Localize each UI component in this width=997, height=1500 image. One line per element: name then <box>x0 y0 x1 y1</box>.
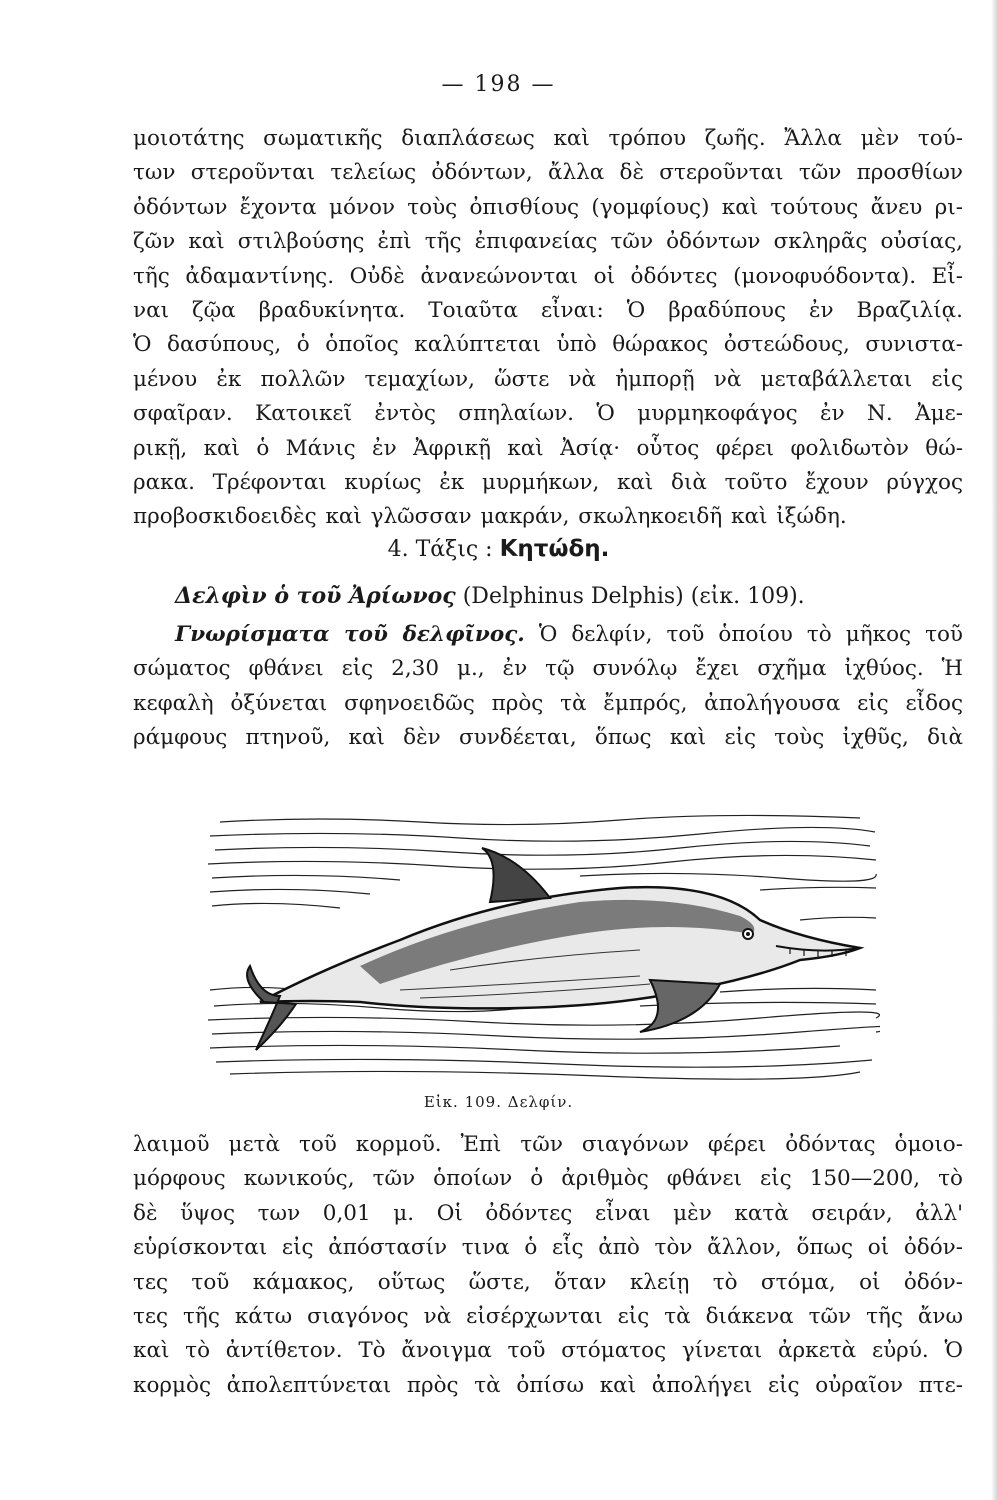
page-edge-shadow <box>991 0 997 1500</box>
text-line: σφαῖραν. Κατοικεῖ ἐντὸς σπηλαίων. Ὁ μυρμηκοφάγος ἐν Ν. Ἀμε- <box>133 401 963 427</box>
section-heading <box>0 536 997 562</box>
paragraph-description <box>133 618 963 756</box>
description-first-line: Ὁ δελφίν, τοῦ ὁποίου τὸ μῆκος τοῦ <box>538 622 964 647</box>
text-line: μόρφους κωνικούς, τῶν ὁποίων ὁ ἀριθμὸς φθάνει εἰς 150—200, τὸ <box>133 1166 963 1192</box>
text-line: προβοσκιδοειδὲς καὶ γλῶσσαν μακράν, σκωληκοειδῆ καὶ ἰξώδη. <box>133 504 847 530</box>
text-line: εὑρίσκονται εἰς ἀπόστασίν τινα ὁ εἷς ἀπὸ τὸν ἄλλον, ὅπως οἱ ὀδόν- <box>133 1235 963 1261</box>
text-line: σώματος φθάνει εἰς 2,30 μ., ἐν τῷ συνόλῳ ἔχει σχῆμα ἰχθύος. Ἡ <box>133 656 963 682</box>
text-line: ναι ζῷα βραδυκίνητα. Τοιαῦτα εἶναι: Ὁ βραδύπους ἐν Βραζιλίᾳ. <box>133 297 963 323</box>
text-line: τες τοῦ κάμακος, οὕτως ὥστε, ὅταν κλείῃ τὸ στόμα, οἱ ὀδόν- <box>133 1269 963 1295</box>
description-lead: Γνωρίσματα τοῦ δελφῖνος. <box>175 622 525 647</box>
text-line <box>133 618 963 652</box>
species-title <box>175 583 805 609</box>
text-line: λαιμοῦ μετὰ τοῦ κορμοῦ. Ἐπὶ τῶν σιαγόνων φέρει ὀδόντας ὁμοιο- <box>133 1132 963 1157</box>
paragraph-top <box>133 122 963 535</box>
section-number: 4. Τάξις : <box>387 537 493 562</box>
text-line: τες τῆς κάτω σιαγόνος νὰ εἰσέρχωνται εἰς τὰ διάκενα τῶν τῆς ἄνω <box>133 1303 963 1329</box>
text-line: κορμὸς ἀπολεπτύνεται πρὸς τὰ ὀπίσω καὶ ἀπολήγει εἰς οὐραῖον πτε- <box>133 1372 963 1398</box>
figure-caption: Εἰκ. 109. Δελφίν. <box>423 1093 574 1111</box>
text-line: τῆς ἀδαμαντίνης. Οὐδὲ ἀνανεώνονται οἱ ὀδόντες (μονοφυόδοντα). Εἶ- <box>133 263 963 289</box>
text-line: ρακα. Τρέφονται κυρίως ἐκ μυρμήκων, καὶ διὰ τοῦτο ἔχουν ρύγχος <box>133 469 963 495</box>
dolphin-engraving <box>200 770 880 1080</box>
text-line: μένου ἐκ πολλῶν τεμαχίων, ὥστε νὰ ἠμπορῇ νὰ μεταβάλλεται εἰς <box>133 366 963 392</box>
species-greek-name: Δελφὶν ὁ τοῦ Ἀρίωνος <box>175 583 456 609</box>
text-line: ζῶν καὶ στιλβούσης ἐπὶ τῆς ἐπιφανείας τῶν ὀδόντων σκληρᾶς οὐσίας, <box>133 229 963 255</box>
dolphin-figure <box>200 770 880 1080</box>
text-line: των στεροῦνται τελείως ὀδόντων, ἄλλα δὲ στεροῦνται τῶν προσθίων <box>133 160 963 186</box>
text-line: μοιοτάτης σωματικῆς διαπλάσεως καὶ τρόπου ζωῆς. Ἄλλα μὲν τού- <box>133 126 963 151</box>
text-line: ὀδόντων ἔχοντα μόνον τοὺς ὀπισθίους (γομφίους) καὶ τούτους ἄνευ ρι- <box>133 194 963 220</box>
text-line: ράμφους πτηνοῦ, καὶ δὲν συνδέεται, ὅπως καὶ εἰς τοὺς ἰχθῦς, διὰ <box>133 725 963 751</box>
page-number: — 198 — <box>441 72 556 97</box>
text-line: κεφαλὴ ὀξύνεται σφηνοειδῶς πρὸς τὰ ἔμπρός, ἀπολήγουσα εἰς εἶδος <box>133 690 963 716</box>
text-line: καὶ τὸ ἀντίθετον. Τὸ ἄνοιγμα τοῦ στόματος γίνεται ἀρκετὰ εὐρύ. Ὁ <box>133 1338 963 1364</box>
species-figure-ref: (εἰκ. 109). <box>690 584 805 609</box>
section-name: Κητώδη. <box>499 536 610 562</box>
text-line: δὲ ὕψος των 0,01 μ. Οἱ ὀδόντες εἶναι μὲν κατὰ σειράν, ἀλλ' <box>133 1200 963 1226</box>
text-line: Ὁ δασύπους, ὁ ὁποῖος καλύπτεται ὑπὸ θώρακος ὀστεώδους, συνιστα- <box>133 332 963 358</box>
species-latin-name: (Delphinus Delphis) <box>462 584 684 609</box>
paragraph-bottom <box>133 1128 963 1403</box>
text-line: ρικῇ, καὶ ὁ Μάνις ἐν Ἀφρικῇ καὶ Ἀσίᾳ· οὗτος φέρει φολιδωτὸν θώ- <box>133 435 963 461</box>
